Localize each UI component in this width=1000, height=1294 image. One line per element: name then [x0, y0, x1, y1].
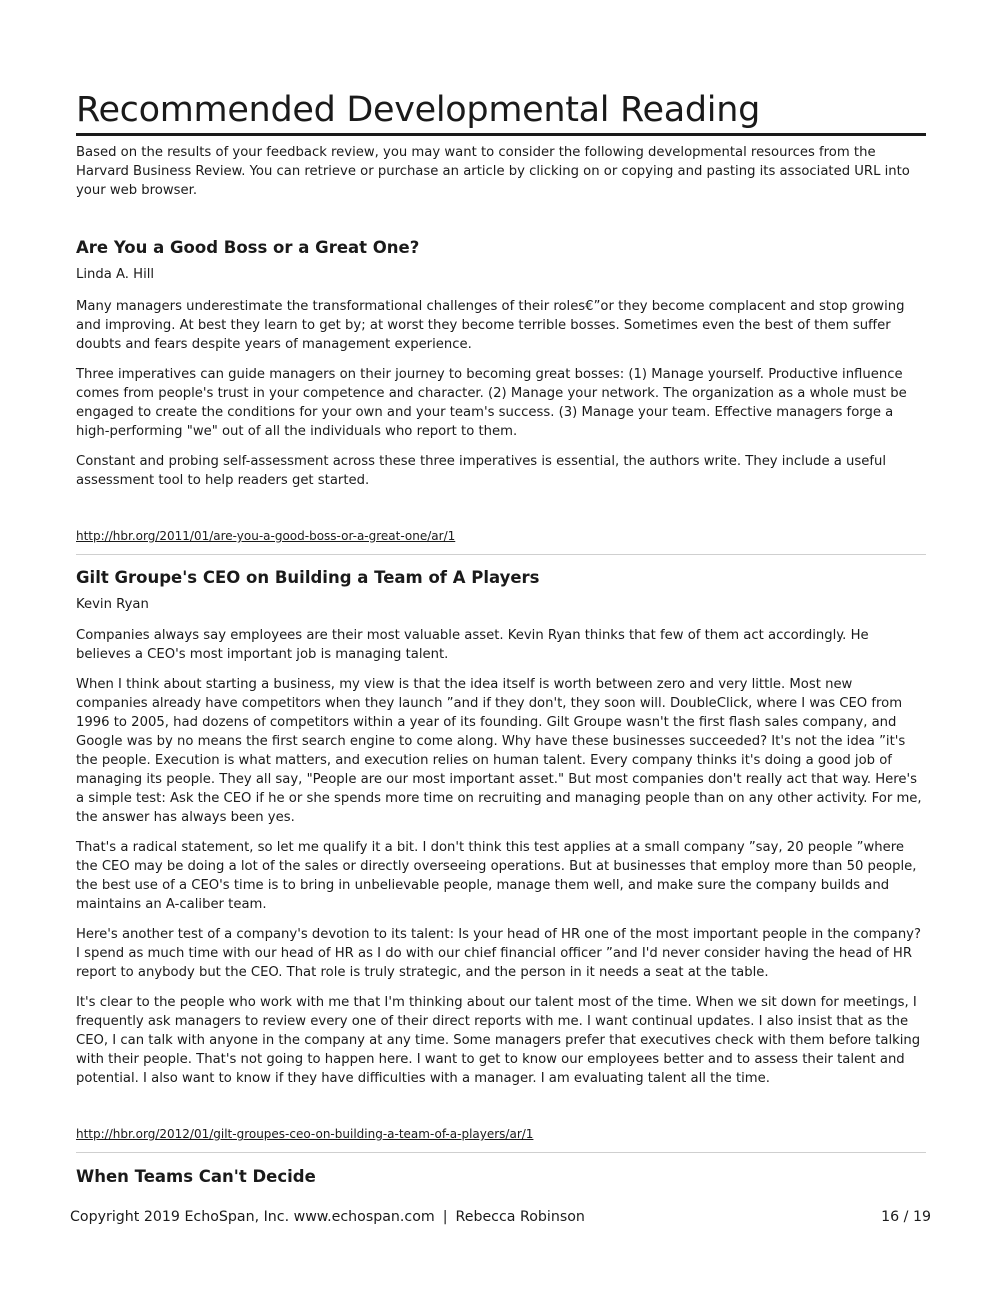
footer-separator: | — [442, 1209, 448, 1225]
article-author: Kevin Ryan — [76, 597, 149, 612]
page-footer — [70, 1207, 931, 1227]
article-card — [76, 237, 926, 544]
article-paragraph: When I think about starting a business, my view is that the idea itself is worth between zero and very little. Most new companies already have competitors when they launch ”and if they don't, they soon will. DoubleClick, where I was CEO from 1996 to 2005, had dozens of competitors within a year of its founding. Gilt Groupe wasn't the first flash sales company, and Google was by no means the first search engine to come along. Why have these businesses succeeded? It's not the idea ”it's the people. Execution is what matters, and execution relies on human talent. Every company thinks it's doing a good job of managing its people. They all say, "People are our most important asset." But most companies don't really act that way. Here's a simple test: Ask the CEO if he or she spends more time on recruiting and managing people than on any other activity. For me, the answer has always been yes. — [76, 677, 922, 825]
article-paragraph: That's a radical statement, so let me qualify it a bit. I don't think this test applies at a small company ”say, 20 people ”where the CEO may be doing a lot of the sales or directly overseeing operations. But at businesses that employ more than 50 people, the best use of a CEO's time is to bring in unbelievable people, manage them well, and make sure the company builds and maintains an A-caliber team. — [76, 840, 917, 912]
article-paragraph: Companies always say employees are their most valuable asset. Kevin Ryan thinks that few of them act accordingly. He believes a CEO's most important job is managing talent. — [76, 628, 869, 662]
article-url-link[interactable]: http://hbr.org/2012/01/gilt-groupes-ceo-on-building-a-team-of-a-players/ar/1 — [76, 1127, 534, 1141]
article-paragraph: Many managers underestimate the transformational challenges of their roles€”or they become complacent and stop growing and improving. At best they learn to get by; at worst they become terrible bosses. Sometimes even the best of them suffer doubts and fears despite years of management experience. — [76, 299, 905, 352]
article-title: When Teams Can't Decide — [76, 1167, 316, 1186]
page-title: Recommended Developmental Reading — [76, 88, 926, 136]
article-paragraph: Three imperatives can guide managers on their journey to becoming great bosses: (1) Manage yourself. Productive influence comes from people's trust in your competence and character. (2) Manage your network. The organization as a whole must be engaged to create the conditions for your own and your team's success. (3) Manage your team. Effective managers forge a high-performing "we" out of all the individuals who report to them. — [76, 367, 907, 439]
article-paragraph: Constant and probing self-assessment across these three imperatives is essential, the authors write. They include a useful assessment tool to help readers get started. — [76, 454, 887, 488]
footer-page-number: 16 / 19 — [881, 1209, 931, 1225]
report-page — [76, 88, 926, 1188]
article-title: Gilt Groupe's CEO on Building a Team of A Players — [76, 568, 540, 587]
footer-copyright: Copyright 2019 EchoSpan, Inc. www.echospan.com — [70, 1209, 435, 1225]
footer-participant-name: Rebecca Robinson — [455, 1209, 585, 1225]
article-author: Linda A. Hill — [76, 267, 155, 282]
footer-left — [70, 1207, 585, 1227]
intro-paragraph: Based on the results of your feedback review, you may want to consider the following developmental resources from the Harvard Business Review. You can retrieve or purchase an article by clicking on or copying and pasting its associated URL into your web browser. — [76, 145, 910, 198]
article-divider — [76, 1152, 926, 1153]
article-paragraph: Here's another test of a company's devotion to its talent: Is your head of HR one of the most important people in the company? I spend as much time with our head of HR as I do with our chief financial officer ”and I'd never consider having the head of HR report to anybody but the CEO. That role is truly strategic, and the person in it needs a seat at the table. — [76, 927, 921, 980]
article-card — [76, 1166, 926, 1188]
article-divider — [76, 554, 926, 555]
article-paragraph: It's clear to the people who work with me that I'm thinking about our talent most of the time. When we sit down for meetings, I frequently ask managers to review every one of their direct reports with me. I want continual updates. I also insist that as the CEO, I can talk with anyone in the company at any time. Some managers prefer that executives check with them before talking with their people. That's not going to happen here. I want to get to know our employees better and to assess their talent and potential. I also want to know if they have difficulties with a manager. I am evaluating talent all the time. — [76, 995, 921, 1086]
article-url-link[interactable]: http://hbr.org/2011/01/are-you-a-good-boss-or-a-great-one/ar/1 — [76, 529, 456, 543]
article-card — [76, 567, 926, 1142]
article-title: Are You a Good Boss or a Great One? — [76, 238, 420, 257]
